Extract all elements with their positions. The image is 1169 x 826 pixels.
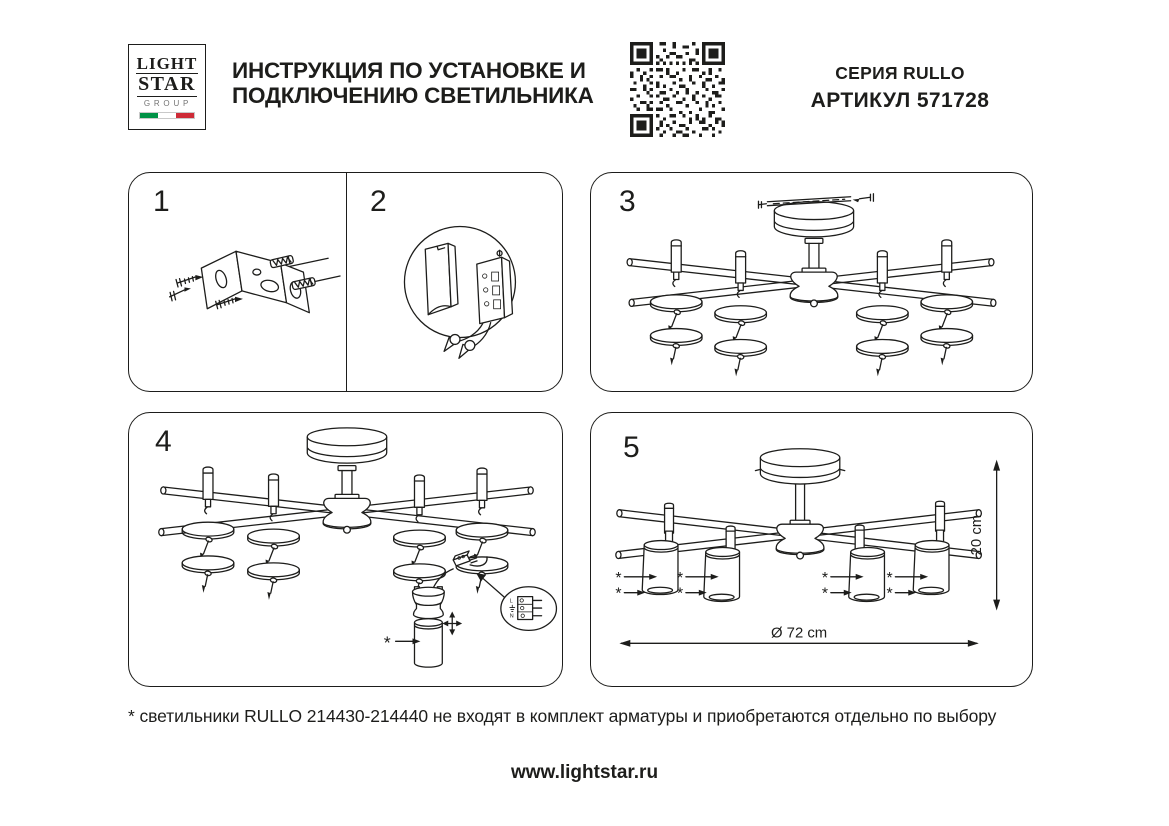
lamp-shade xyxy=(414,619,442,667)
stem xyxy=(335,466,359,500)
lamp-holder xyxy=(182,467,234,593)
article-number: АРТИКУЛ 571728 xyxy=(810,89,990,112)
mounting-bracket-diagram xyxy=(170,251,340,312)
screw-icon xyxy=(853,194,874,202)
terminal-label-l: L xyxy=(509,598,513,605)
lamp-shade xyxy=(849,548,885,602)
product-info xyxy=(770,63,1030,113)
wiring-detail-diagram xyxy=(404,227,515,359)
screw-icon xyxy=(170,287,191,300)
asterisk-marker: * xyxy=(676,585,684,603)
logo-word-star: STAR xyxy=(138,73,196,96)
lightstar-logo xyxy=(128,44,206,130)
website-url: www.lightstar.ru xyxy=(510,762,659,783)
canopy xyxy=(774,202,853,237)
step3-illustration xyxy=(591,173,1032,391)
lamp-holder xyxy=(650,240,702,366)
step4-illustration xyxy=(129,413,562,686)
step1-step2-illustration xyxy=(129,173,562,391)
step-number-3: 3 xyxy=(619,185,636,218)
panel-steps-1-2 xyxy=(128,172,563,392)
step-number-1: 1 xyxy=(153,185,170,218)
arm-hub xyxy=(790,272,838,307)
step5-illustration xyxy=(591,413,1032,686)
asterisk-marker: * xyxy=(676,569,684,587)
arm-hub xyxy=(776,524,824,559)
arm-hub xyxy=(323,498,371,533)
qr-code-icon xyxy=(630,42,725,137)
canopy xyxy=(307,428,386,463)
lamp-shade xyxy=(642,541,678,595)
holder-cylinder xyxy=(665,503,674,533)
panel-step-5 xyxy=(590,412,1033,687)
diameter-label: Ø 72 cm xyxy=(770,625,828,642)
logo-word-group: GROUP xyxy=(143,99,193,109)
holder-cylinder xyxy=(936,501,945,531)
stem xyxy=(802,238,826,273)
mounting-plate-icon xyxy=(425,243,458,314)
lamp-holder xyxy=(921,240,973,366)
terminal-label-n: N xyxy=(509,613,514,620)
panel-step-3 xyxy=(590,172,1033,392)
lamp-shade xyxy=(704,548,740,602)
step-number-5: 5 xyxy=(623,431,640,464)
asterisk-marker: * xyxy=(821,569,829,587)
step-number-2: 2 xyxy=(370,185,387,218)
canopy-screw xyxy=(755,470,759,471)
lamp-holder xyxy=(248,474,300,600)
width-dimension xyxy=(619,625,978,646)
title-line-1: ИНСТРУКЦИЯ ПО УСТАНОВКЕ И xyxy=(232,58,586,83)
asterisk-marker: * xyxy=(886,569,893,587)
step-number-4: 4 xyxy=(155,425,172,458)
page-title xyxy=(232,58,594,108)
move-arrows-icon xyxy=(442,612,462,636)
footnote: * светильники RULLO 214430-214440 не входят в комплект арматуры и приобретаются отдельно по выбору xyxy=(128,706,997,726)
wire-connector-icon xyxy=(444,335,475,359)
panel-step-4 xyxy=(128,412,563,687)
logo-word-light: LIGHT xyxy=(136,53,198,73)
stem xyxy=(790,480,810,526)
height-label: 20 cm xyxy=(968,514,985,556)
lamp-socket xyxy=(413,587,445,619)
italy-flag-icon xyxy=(139,112,195,119)
title-line-2: ПОДКЛЮЧЕНИЮ СВЕТИЛЬНИКА xyxy=(232,83,594,108)
asterisk-marker: * xyxy=(615,569,622,587)
series-label: СЕРИЯ RULLO xyxy=(835,63,965,83)
callout-line xyxy=(480,576,505,598)
asterisk-marker: * xyxy=(615,585,622,603)
asterisk-marker: * xyxy=(821,585,829,603)
terminal-block-3d-icon xyxy=(477,250,513,323)
asterisk-marker: * xyxy=(886,585,893,603)
lamp-shade xyxy=(913,541,949,595)
terminal-detail xyxy=(501,587,557,631)
screw-icon xyxy=(176,275,203,287)
height-dimension xyxy=(969,460,1000,611)
asterisk-marker: * xyxy=(383,632,391,653)
canopy-screw xyxy=(841,470,845,471)
canopy xyxy=(760,449,839,484)
